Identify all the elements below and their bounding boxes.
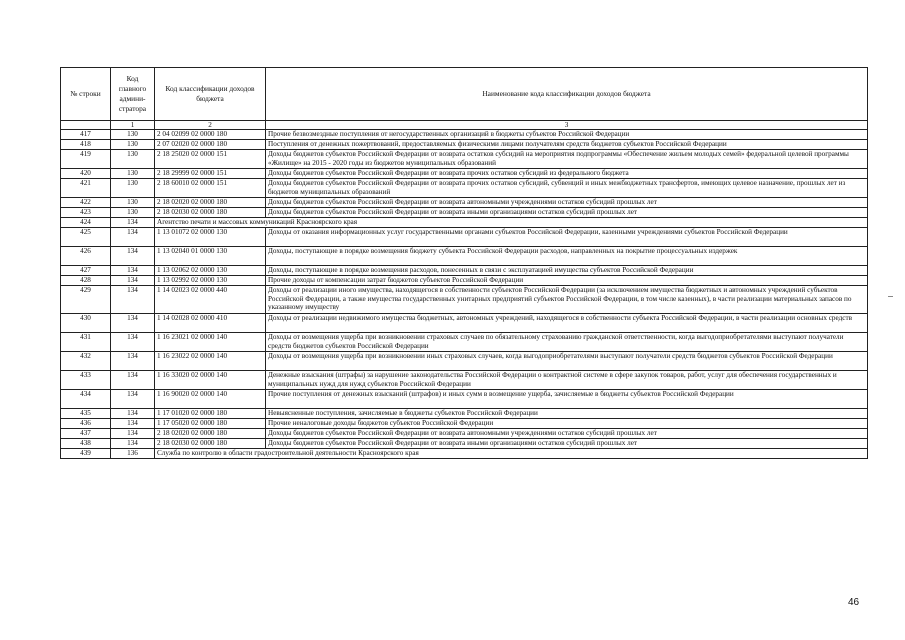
page-number: 46 (848, 597, 860, 608)
code-name-cell: Денежные взыскания (штрафы) за нарушение законодательства Российской Федерации о контрактной системе в сфере закупок товаров, работ, услуг для обеспечения государственных и муниципальных нужд для нужд субъектов Российской Федерации (266, 371, 868, 390)
table-row (61, 179, 868, 198)
code-name-cell: Доходы от возмещения ущерба при возникновении иных страховых случаев, когда выгодоприобретателями выступают получатели средств бюджетов субъектов Российской Федерации (266, 352, 868, 371)
table-row (61, 333, 868, 352)
header-row-number: № строки (61, 68, 111, 121)
code-name-cell: Доходы от реализации иного имущества, находящегося в собственности субъектов Российской Федерации (за исключением имущества бюджетных и автономных учреждений субъектов Российской Федерации, а также имущества государственных унитарных предприятий субъектов Российской Федерации, в том числе казенных), в части реализации материальных запасов по указанному имуществу (266, 286, 868, 314)
admin-code-cell: 134 (111, 390, 155, 409)
column-number (61, 121, 111, 130)
row-number-cell: 436 (61, 419, 111, 429)
admin-code-cell: 130 (111, 179, 155, 198)
row-number-cell: 426 (61, 247, 111, 266)
row-number-cell: 417 (61, 130, 111, 140)
row-number-cell: 439 (61, 449, 111, 459)
admin-code-cell: 134 (111, 228, 155, 247)
table-row (61, 169, 868, 179)
row-number-cell: 435 (61, 409, 111, 419)
code-name-cell: Доходы от возмещения ущерба при возникновении страховых случаев по обязательному страхованию гражданской ответственности, когда выгодоприобретателями выступают получатели средств бюджетов субъектов Российской Федерации (266, 333, 868, 352)
table-body (61, 130, 868, 459)
classification-code-cell: 2 18 02030 02 0000 180 (155, 208, 266, 218)
code-name-cell: Поступления от денежных пожертвований, предоставляемых физическими лицами получателям средств бюджетов субъектов Российской Федерации (266, 140, 868, 150)
admin-code-cell: 134 (111, 419, 155, 429)
admin-code-cell: 134 (111, 429, 155, 439)
classification-code-cell: 2 04 02099 02 0000 180 (155, 130, 266, 140)
code-name-cell: Доходы, поступающие в порядке возмещения бюджету субъекта Российской Федерации расходов, направленных на покрытие процессуальных издержек (266, 247, 868, 266)
table-row (61, 449, 868, 459)
table-row (61, 150, 868, 169)
table-row (61, 228, 868, 247)
classification-code-cell: 1 14 02023 02 0000 440 (155, 286, 266, 314)
code-name-cell: Прочие неналоговые доходы бюджетов субъектов Российской Федерации (266, 419, 868, 429)
code-name-cell: Доходы от реализации недвижимого имущества бюджетных, автономных учреждений, находящегося в собственности субъекта Российской Федерации, в части реализации основных средств (266, 314, 868, 333)
row-number-cell: 431 (61, 333, 111, 352)
classification-code-cell: 1 17 01020 02 0000 180 (155, 409, 266, 419)
classification-code-cell: 2 18 02020 02 0000 180 (155, 198, 266, 208)
table-row (61, 130, 868, 140)
admin-code-cell: 130 (111, 169, 155, 179)
row-number-cell: 422 (61, 198, 111, 208)
admin-code-cell: 130 (111, 198, 155, 208)
header-classification-code: Код классификации доходов бюджета (155, 68, 266, 121)
table-row (61, 266, 868, 276)
revenue-classification-table (60, 67, 868, 459)
department-name-cell: Служба по контролю в области градостроительной деятельности Красноярского края (155, 449, 868, 459)
table-row (61, 247, 868, 266)
classification-code-cell: 2 18 25020 02 0000 151 (155, 150, 266, 169)
code-name-cell: Доходы бюджетов субъектов Российской Федерации от возврата иными организациями остатков субсидий прошлых лет (266, 208, 868, 218)
code-name-cell: Доходы, поступающие в порядке возмещения расходов, понесенных в связи с эксплуатацией имущества субъектов Российской Федерации (266, 266, 868, 276)
column-number: 3 (266, 121, 868, 130)
row-number-cell: 429 (61, 286, 111, 314)
code-name-cell: Доходы бюджетов субъектов Российской Федерации от возврата прочих остатков субсидий из федерального бюджета (266, 169, 868, 179)
classification-code-cell: 1 13 02062 02 0000 130 (155, 266, 266, 276)
classification-code-cell: 2 18 60010 02 0000 151 (155, 179, 266, 198)
column-number: 2 (155, 121, 266, 130)
row-number-cell: 432 (61, 352, 111, 371)
code-name-cell: Доходы бюджетов субъектов Российской Федерации от возврата остатков субсидий на мероприятия подпрограммы «Обеспечение жильем молодых семей» федеральной целевой программы «Жилище» на 2015 - 2020 годы из бюджетов муниципальных образований (266, 150, 868, 169)
column-number: 1 (111, 121, 155, 130)
admin-code-cell: 130 (111, 150, 155, 169)
header-admin-code: Код главного админи-стратора (111, 68, 155, 121)
scan-edge-mark (888, 296, 893, 297)
row-number-cell: 424 (61, 218, 111, 228)
header-code-name: Наименование кода классификации доходов бюджета (266, 68, 868, 121)
code-name-cell: Прочие доходы от компенсации затрат бюджетов субъектов Российской Федерации (266, 276, 868, 286)
code-name-cell: Доходы бюджетов субъектов Российской Федерации от возврата автономными учреждениями остатков субсидий прошлых лет (266, 198, 868, 208)
table-row (61, 352, 868, 371)
row-number-cell: 434 (61, 390, 111, 409)
admin-code-cell: 134 (111, 352, 155, 371)
code-name-cell: Невыясненные поступления, зачисляемые в бюджеты субъектов Российской Федерации (266, 409, 868, 419)
row-number-cell: 433 (61, 371, 111, 390)
classification-code-cell: 1 16 23022 02 0000 140 (155, 352, 266, 371)
row-number-cell: 418 (61, 140, 111, 150)
row-number-cell: 427 (61, 266, 111, 276)
admin-code-cell: 136 (111, 449, 155, 459)
table-row (61, 390, 868, 409)
admin-code-cell: 134 (111, 247, 155, 266)
table-row (61, 286, 868, 314)
department-name-cell: Агентство печати и массовых коммуникаций Красноярского края (155, 218, 868, 228)
row-number-cell: 438 (61, 439, 111, 449)
code-name-cell: Доходы от оказания информационных услуг государственными органами субъектов Российской Федерации, казенными учреждениями субъектов Российской Федерации (266, 228, 868, 247)
admin-code-cell: 134 (111, 371, 155, 390)
code-name-cell: Прочие поступления от денежных взысканий (штрафов) и иных сумм в возмещение ущерба, зачисляемые в бюджеты субъектов Российской Федерации (266, 390, 868, 409)
admin-code-cell: 130 (111, 130, 155, 140)
table-row (61, 218, 868, 228)
admin-code-cell: 130 (111, 208, 155, 218)
table-row (61, 314, 868, 333)
classification-code-cell: 1 16 33020 02 0000 140 (155, 371, 266, 390)
admin-code-cell: 134 (111, 286, 155, 314)
admin-code-cell: 130 (111, 140, 155, 150)
row-number-cell: 425 (61, 228, 111, 247)
classification-code-cell: 1 17 05020 02 0000 180 (155, 419, 266, 429)
code-name-cell: Доходы бюджетов субъектов Российской Федерации от возврата прочих остатков субсидий, субвенций и иных межбюджетных трансфертов, имеющих целевое назначение, прошлых лет из бюджетов муниципальных образований (266, 179, 868, 198)
column-number-row (61, 121, 868, 130)
classification-code-cell: 2 18 02020 02 0000 180 (155, 429, 266, 439)
admin-code-cell: 134 (111, 409, 155, 419)
code-name-cell: Доходы бюджетов субъектов Российской Федерации от возврата иными организациями остатков субсидий прошлых лет (266, 439, 868, 449)
table-row (61, 140, 868, 150)
admin-code-cell: 134 (111, 218, 155, 228)
classification-code-cell: 1 13 02992 02 0000 130 (155, 276, 266, 286)
row-number-cell: 419 (61, 150, 111, 169)
classification-code-cell: 1 14 02028 02 0000 410 (155, 314, 266, 333)
table-row (61, 409, 868, 419)
row-number-cell: 430 (61, 314, 111, 333)
classification-code-cell: 2 07 02020 02 0000 180 (155, 140, 266, 150)
code-name-cell: Доходы бюджетов субъектов Российской Федерации от возврата автономными учреждениями остатков субсидий прошлых лет (266, 429, 868, 439)
code-name-cell: Прочие безвозмездные поступления от негосударственных организаций в бюджеты субъектов Российской Федерации (266, 130, 868, 140)
classification-code-cell: 2 18 29999 02 0000 151 (155, 169, 266, 179)
admin-code-cell: 134 (111, 276, 155, 286)
classification-code-cell: 2 18 02030 02 0000 180 (155, 439, 266, 449)
table-row (61, 439, 868, 449)
row-number-cell: 428 (61, 276, 111, 286)
admin-code-cell: 134 (111, 333, 155, 352)
admin-code-cell: 134 (111, 314, 155, 333)
table-row (61, 371, 868, 390)
classification-code-cell: 1 16 23021 02 0000 140 (155, 333, 266, 352)
classification-code-cell: 1 16 90020 02 0000 140 (155, 390, 266, 409)
row-number-cell: 420 (61, 169, 111, 179)
table-row (61, 198, 868, 208)
classification-code-cell: 1 13 01072 02 0000 130 (155, 228, 266, 247)
row-number-cell: 421 (61, 179, 111, 198)
row-number-cell: 437 (61, 429, 111, 439)
table-row (61, 208, 868, 218)
table-row (61, 419, 868, 429)
admin-code-cell: 134 (111, 439, 155, 449)
row-number-cell: 423 (61, 208, 111, 218)
admin-code-cell: 134 (111, 266, 155, 276)
table-row (61, 276, 868, 286)
table-row (61, 429, 868, 439)
classification-code-cell: 1 13 02040 01 0000 130 (155, 247, 266, 266)
